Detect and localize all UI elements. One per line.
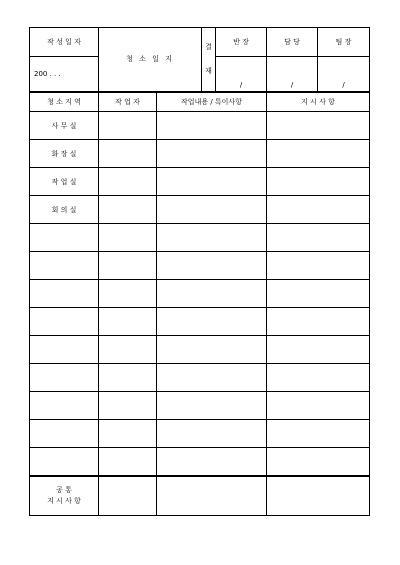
area-cell <box>30 364 99 392</box>
instructions-cell[interactable] <box>267 308 370 336</box>
work-notes-cell[interactable] <box>157 420 267 448</box>
common-instructions-row <box>30 476 370 516</box>
log-row <box>30 392 370 420</box>
instructions-cell[interactable] <box>267 140 370 168</box>
work-notes-cell[interactable] <box>157 196 267 224</box>
log-row <box>30 140 370 168</box>
worker-cell[interactable] <box>99 224 157 252</box>
instructions-cell[interactable] <box>267 280 370 308</box>
common-instructions-cell[interactable] <box>267 476 370 516</box>
instructions-cell[interactable] <box>267 392 370 420</box>
column-header-instructions: 지 시 사 항 <box>267 92 370 112</box>
instructions-cell[interactable] <box>267 252 370 280</box>
worker-cell[interactable] <box>99 196 157 224</box>
work-notes-cell[interactable] <box>157 140 267 168</box>
instructions-cell[interactable] <box>267 224 370 252</box>
log-row <box>30 252 370 280</box>
date-value: 200 . . . <box>30 57 99 92</box>
worker-cell[interactable] <box>99 308 157 336</box>
form-title: 청 소 일 지 <box>99 28 202 92</box>
area-cell <box>30 448 99 476</box>
approval-label <box>202 28 216 92</box>
instructions-cell[interactable] <box>267 420 370 448</box>
common-instructions-worker-cell[interactable] <box>99 476 157 516</box>
worker-cell[interactable] <box>99 392 157 420</box>
area-cell <box>30 420 99 448</box>
approval-label-bottom: 재 <box>205 67 212 76</box>
work-notes-cell[interactable] <box>157 112 267 140</box>
area-cell <box>30 224 99 252</box>
approver-header-team-leader: 팀 장 <box>318 28 370 57</box>
work-notes-cell[interactable] <box>157 252 267 280</box>
area-cell <box>30 252 99 280</box>
area-cell <box>30 392 99 420</box>
work-notes-cell[interactable] <box>157 392 267 420</box>
area-cell: 사 무 실 <box>30 112 99 140</box>
log-rows <box>30 112 370 476</box>
area-cell <box>30 280 99 308</box>
approver-header-team-lead: 반 장 <box>216 28 267 57</box>
work-notes-cell[interactable] <box>157 168 267 196</box>
worker-cell[interactable] <box>99 112 157 140</box>
log-row <box>30 168 370 196</box>
area-cell <box>30 308 99 336</box>
common-instructions-line1: 공 통 <box>56 485 72 494</box>
worker-cell[interactable] <box>99 448 157 476</box>
worker-cell[interactable] <box>99 252 157 280</box>
cleaning-log-sheet <box>29 27 369 512</box>
instructions-cell[interactable] <box>267 336 370 364</box>
work-notes-cell[interactable] <box>157 224 267 252</box>
area-cell: 회 의 실 <box>30 196 99 224</box>
log-row <box>30 336 370 364</box>
worker-cell[interactable] <box>99 280 157 308</box>
log-row <box>30 448 370 476</box>
column-header-work-notes: 작업내용 / 특이사항 <box>157 92 267 112</box>
worker-cell[interactable] <box>99 168 157 196</box>
worker-cell[interactable] <box>99 420 157 448</box>
approver-header-manager: 담 당 <box>267 28 318 57</box>
work-notes-cell[interactable] <box>157 448 267 476</box>
worker-cell[interactable] <box>99 364 157 392</box>
column-header-worker: 작 업 자 <box>99 92 157 112</box>
worker-cell[interactable] <box>99 140 157 168</box>
common-instructions-line2: 지 시 사 항 <box>47 496 81 505</box>
area-cell: 작 업 실 <box>30 168 99 196</box>
log-row <box>30 224 370 252</box>
column-header-row <box>30 92 370 112</box>
approval-label-top: 결 <box>205 43 212 52</box>
instructions-cell[interactable] <box>267 196 370 224</box>
log-row <box>30 364 370 392</box>
common-instructions-notes-cell[interactable] <box>157 476 267 516</box>
column-header-area: 청 소 지 역 <box>30 92 99 112</box>
log-row <box>30 280 370 308</box>
worker-cell[interactable] <box>99 336 157 364</box>
log-row <box>30 112 370 140</box>
area-cell <box>30 336 99 364</box>
instructions-cell[interactable] <box>267 448 370 476</box>
approver-signature-2: / <box>267 57 318 92</box>
log-row <box>30 196 370 224</box>
approver-signature-1: / <box>216 57 267 92</box>
header-row-1 <box>30 28 370 57</box>
log-row <box>30 308 370 336</box>
work-notes-cell[interactable] <box>157 280 267 308</box>
date-label: 작 성 일 자 <box>30 28 99 57</box>
area-cell: 화 장 실 <box>30 140 99 168</box>
log-row <box>30 420 370 448</box>
work-notes-cell[interactable] <box>157 336 267 364</box>
instructions-cell[interactable] <box>267 112 370 140</box>
instructions-cell[interactable] <box>267 364 370 392</box>
approver-signature-3: / <box>318 57 370 92</box>
work-notes-cell[interactable] <box>157 364 267 392</box>
work-notes-cell[interactable] <box>157 308 267 336</box>
common-instructions-label <box>30 476 99 516</box>
cleaning-log-table <box>29 27 370 516</box>
instructions-cell[interactable] <box>267 168 370 196</box>
